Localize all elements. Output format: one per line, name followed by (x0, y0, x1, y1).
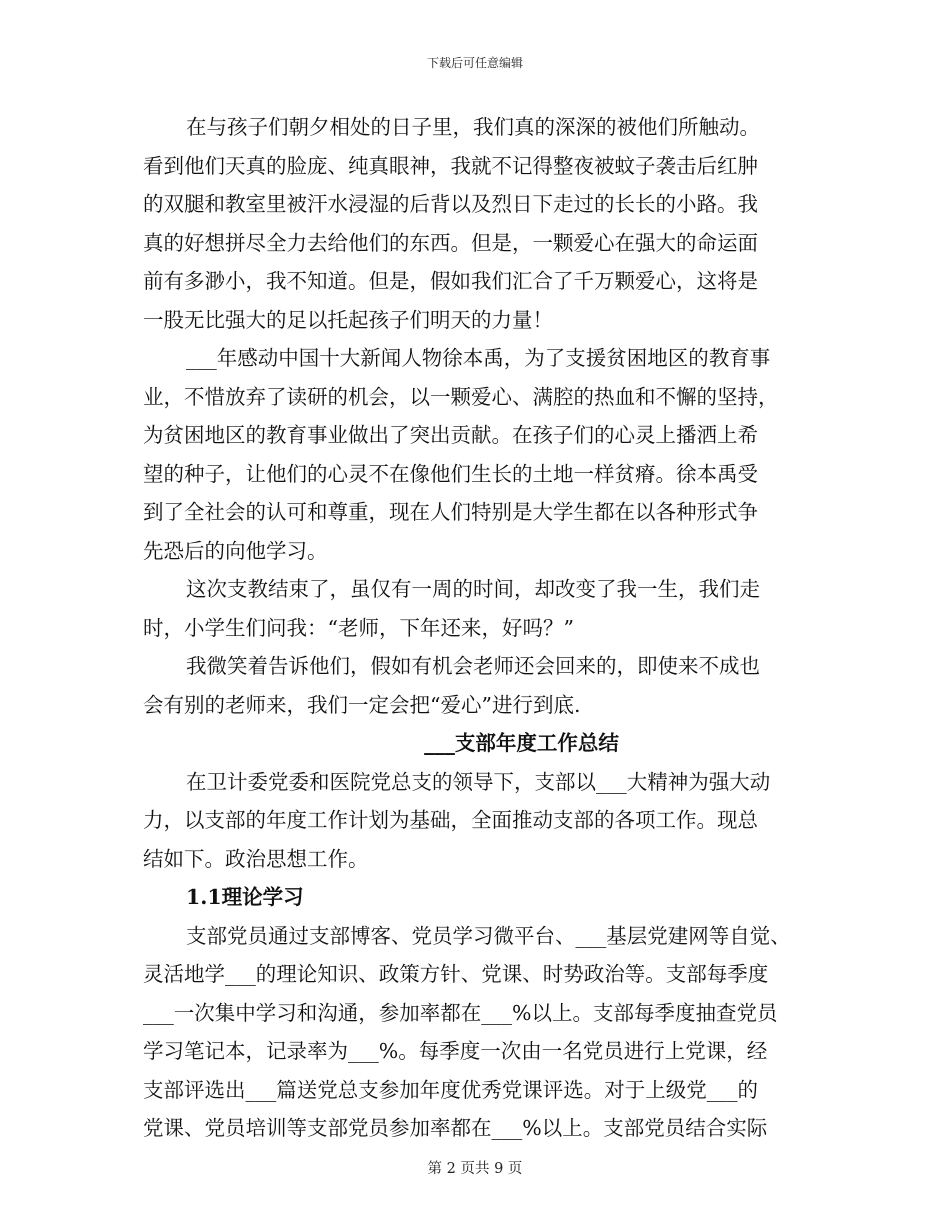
paragraph-line: 前有多渺小，我不知道。但是，假如我们汇合了千万颗爱心，这将是 (143, 269, 758, 293)
paragraph-line: 真的好想拼尽全力去给他们的东西。但是，一颗爱心在强大的命运面 (143, 230, 758, 255)
paragraph-line: 力，以支部的年度工作计划为基础，全面推动支部的各项工作。现总 (143, 808, 758, 832)
paragraph-line: 业，不惜放弃了读研的机会，以一颗爱心、满腔的热血和不懈的坚持， (143, 384, 779, 409)
paragraph-line: 望的种子，让他们的心灵不在像他们生长的土地一样贫瘠。徐本禹受 (143, 461, 758, 486)
page-number: 第 2 页共 9 页 (427, 1161, 523, 1177)
paragraph-line: 看到他们天真的脸庞、纯真眼神，我就不记得整夜被蚊子袭击后红肿 (143, 153, 758, 178)
paragraph-line: 我微笑着告诉他们，假如有机会老师还会回来的，即使来不成也 (186, 654, 760, 678)
paragraph-line: 党课、党员培训等支部党员参加率都在___%以上。支部党员结合实际 (143, 1116, 768, 1140)
paragraph-line: 支部评选出___篇送党总支参加年度优秀党课评选。对于上级党___的 (143, 1077, 758, 1102)
paragraph-line: ___一次集中学习和沟通，参加率都在___%以上。支部每季度抽查党员 (143, 1000, 778, 1025)
paragraph-line: ___年感动中国十大新闻人物徐本禹，为了支援贫困地区的教育事 (186, 346, 771, 370)
paragraph-line: 灵活地学___的理论知识、政策方针、党课、时势政治等。支部每季度 (143, 962, 769, 986)
paragraph-line: 到了全社会的认可和尊重，现在人们特别是大学生都在以各种形式争 (143, 500, 758, 524)
paragraph-line: 的双腿和教室里被汗水浸湿的后背以及烈日下走过的长长的小路。我 (143, 192, 758, 216)
paragraph-line: 在卫计委党委和医院党总支的领导下，支部以___大精神为强大动 (186, 769, 771, 794)
subsection-heading: 1.1理论学习 (186, 885, 304, 909)
section-title: ___支部年度工作总结 (424, 731, 619, 755)
paragraph-line: 先恐后的向他学习。 (143, 538, 328, 563)
paragraph-line: 结如下。政治思想工作。 (143, 846, 369, 871)
paragraph-line: 支部党员通过支部博客、党员学习微平台、___基层党建网等自觉、 (186, 923, 791, 948)
paragraph-line: 这次支教结束了，虽仅有一周的时间，却改变了我一生，我们走 (186, 577, 760, 601)
paragraph-line: 在与孩子们朝夕相处的日子里，我们真的深深的被他们所触动。 (186, 115, 760, 139)
document-body (143, 108, 808, 1148)
paragraph-line: 一股无比强大的足以托起孩子们明天的力量！ (143, 307, 553, 332)
paragraph-line: 学习笔记本，记录率为___%。每季度一次由一名党员进行上党课，经 (143, 1039, 768, 1063)
paragraph-line: 会有别的老师来，我们一定会把“爱心”进行到底. (143, 692, 581, 717)
paragraph-line: 为贫困地区的教育事业做出了突出贡献。在孩子们的心灵上播洒上希 (143, 423, 758, 447)
paragraph-line: 时，小学生们问我：“老师，下年还来，好吗？” (143, 615, 574, 640)
page-header-note: 下载后可任意编辑 (426, 56, 523, 70)
